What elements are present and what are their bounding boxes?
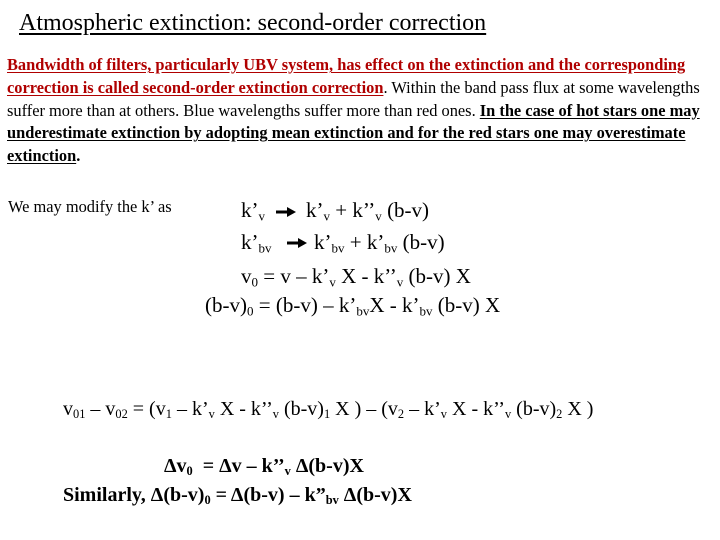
equation-4: $(b-v)_0 = (b-v)$ – $k’_{bv}X$ - $k’_{bv}$ (b-v) X xyxy=(205,293,501,319)
paragraph-end: . xyxy=(76,146,81,166)
equation-3: $v_0 = v$ – $k’_v$ X - $k’’_v$ (b-v) X xyxy=(241,264,471,290)
arrow-right-icon xyxy=(287,238,307,248)
equation-2-rhs: $k’_{bv}$ + $k’_{bv}$ (b-v) xyxy=(314,230,445,256)
slide-title: Atmospheric extinction: second-order correction xyxy=(19,10,487,36)
equation-2-lhs: $k’_{bv}$ xyxy=(241,230,272,256)
delta-equation-2: Similarly, $\Delta(b-v)_0 = \Delta(b-v)$ – $k”_{bv}$ Δ(b-v)X xyxy=(63,484,412,508)
delta-equation-1: $\Delta v_0 = \Delta v$ – $k’’_v$ Δ(b-v)X xyxy=(164,455,364,479)
red-emphasis-text: Bandwidth of filters, particularly UBV system, has effect on the extinction and the corresponding correction is called second-order extinction correction xyxy=(7,55,686,97)
plain-text: . Within the band pass flux at some wavelengths suffer more than at others. Blue wavelengths suffer more than red ones. xyxy=(7,77,700,120)
bold-emphasis-text: In the case of hot stars one may underestimate extinction by adopting mean extinction and for the red stars one may overestimate extinction xyxy=(7,100,700,166)
equation-1-lhs: $k’_v$ xyxy=(241,198,266,224)
equation-1-rhs: $k’_v$ + $k’’_v$ (b-v) xyxy=(306,198,430,224)
body-paragraph xyxy=(7,54,713,168)
arrow-right-icon xyxy=(276,207,296,217)
intro-text: We may modify the k’ as xyxy=(8,197,172,216)
equation-5: $v_{01} - v_{02} = (v_1$ – $k’_v$ X - $k’’_v$ $(b-v)_1$ X ) – ($v_2$ – $k’_v$ X - $k’’_v$ $(b-v)_2$ X ) xyxy=(63,398,594,422)
